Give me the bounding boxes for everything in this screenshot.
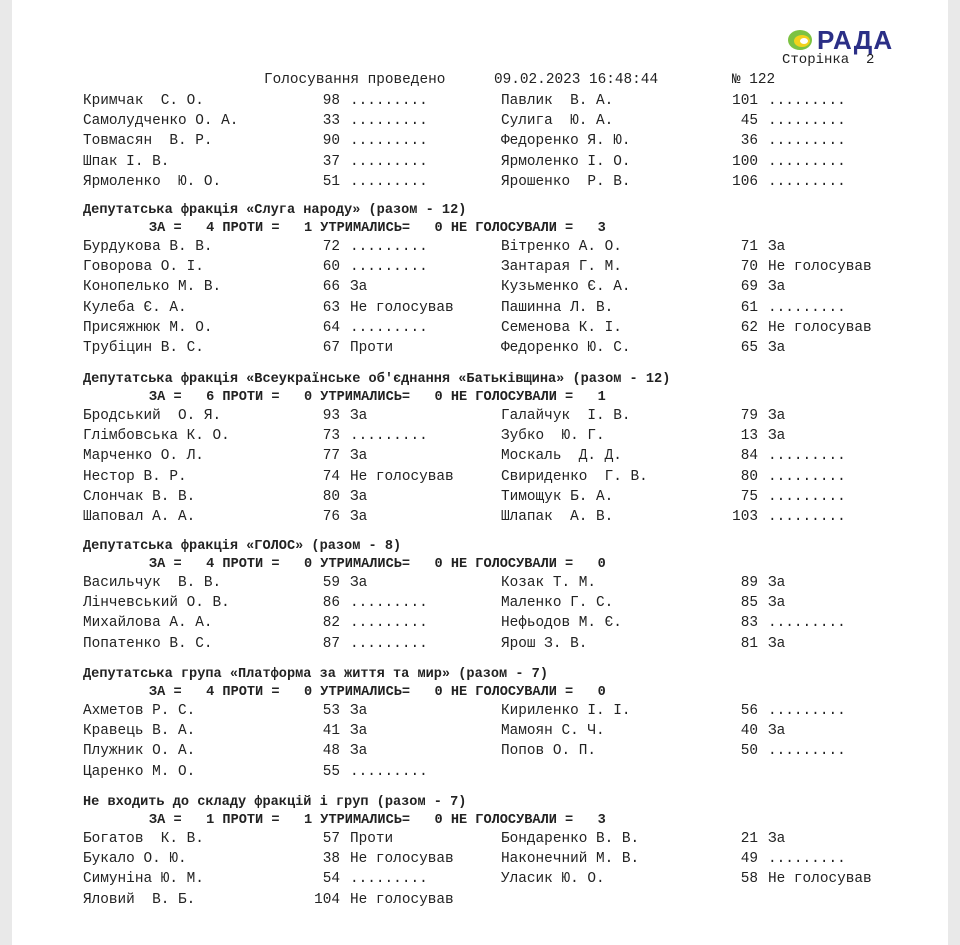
deputy-name: Тимощук Б. А. bbox=[501, 488, 614, 505]
deputy-name: Мамоян С. Ч. bbox=[501, 723, 605, 740]
seat-number: 59 bbox=[322, 575, 340, 591]
seat-number: 53 bbox=[322, 703, 340, 719]
deputy-name: Трубіцин В. С. bbox=[83, 340, 204, 356]
vote-result: ......... bbox=[350, 153, 428, 170]
deputy-name: Шлапак А. В. bbox=[501, 509, 614, 525]
deputy-name: Кулеба Є. А. bbox=[83, 299, 187, 316]
vote-result: Проти bbox=[350, 340, 394, 356]
vote-result: За bbox=[768, 279, 786, 296]
deputy-name: Ярмоленко І. О. bbox=[501, 153, 631, 170]
vote-result: За bbox=[768, 635, 786, 652]
deputy-name: Семенова К. І. bbox=[501, 319, 622, 336]
deputy-name: Кириленко І. І. bbox=[501, 703, 631, 719]
seat-number: 62 bbox=[740, 319, 758, 336]
faction-title: Депутатська група «Платформа за життя та мир» (разом - 7) bbox=[83, 667, 548, 682]
seat-number: 61 bbox=[740, 299, 758, 316]
seat-number: 106 bbox=[732, 173, 758, 190]
seat-number: 38 bbox=[322, 851, 340, 868]
vote-summary: ЗА = 4 ПРОТИ = 0 УТРИМАЛИСЬ= 0 НЕ ГОЛОСУВАЛИ = 0 bbox=[149, 557, 606, 572]
seat-number: 56 bbox=[740, 703, 758, 719]
deputy-name: Плужник О. А. bbox=[83, 743, 196, 760]
deputy-name: Москаль Д. Д. bbox=[501, 448, 622, 465]
deputy-name: Конопелько М. В. bbox=[83, 279, 222, 296]
deputy-name: Зубко Ю. Г. bbox=[501, 428, 605, 445]
seat-number: 50 bbox=[740, 743, 758, 760]
vote-result: За bbox=[350, 408, 368, 424]
vote-result: Не голосував bbox=[350, 851, 454, 868]
deputy-name: Присяжнюк М. О. bbox=[83, 319, 213, 336]
seat-number: 55 bbox=[322, 763, 340, 780]
deputy-name: Кузьменко Є. А. bbox=[501, 279, 631, 296]
vote-result: ......... bbox=[768, 509, 846, 525]
vote-result: За bbox=[350, 448, 368, 465]
vote-result: ......... bbox=[768, 468, 846, 485]
seat-number: 74 bbox=[322, 468, 340, 485]
vote-result: ......... bbox=[350, 239, 428, 255]
deputy-name: Наконечний М. В. bbox=[501, 851, 640, 868]
vote-result: За bbox=[768, 575, 786, 591]
seat-number: 70 bbox=[740, 259, 758, 276]
seat-number: 85 bbox=[740, 595, 758, 612]
vote-result: ......... bbox=[350, 595, 428, 612]
seat-number: 83 bbox=[740, 615, 758, 632]
deputy-name: Говорова О. І. bbox=[83, 259, 204, 276]
deputy-name: Симуніна Ю. М. bbox=[83, 871, 204, 888]
vote-result: За bbox=[768, 595, 786, 612]
seat-number: 98 bbox=[322, 93, 340, 109]
deputy-name: Царенко М. О. bbox=[83, 763, 196, 780]
voting-number: № 122 bbox=[732, 72, 776, 88]
vote-result: ......... bbox=[350, 871, 428, 888]
seat-number: 104 bbox=[314, 891, 340, 908]
deputy-name: Самолудченко О. А. bbox=[83, 113, 239, 130]
seat-number: 66 bbox=[322, 279, 340, 296]
vote-result: За bbox=[350, 279, 368, 296]
deputy-name: Марченко О. Л. bbox=[83, 448, 204, 465]
seat-number: 84 bbox=[740, 448, 758, 465]
seat-number: 54 bbox=[322, 871, 340, 888]
seat-number: 49 bbox=[740, 851, 758, 868]
rada-logo bbox=[787, 26, 893, 54]
vote-result: Проти bbox=[350, 831, 394, 847]
page-number: Сторінка 2 bbox=[782, 52, 875, 68]
deputy-name: Зантарая Г. М. bbox=[501, 259, 622, 276]
faction-title: Депутатська фракція «Всеукраїнське об'єднання «Батьківщина» (разом - 12) bbox=[83, 372, 671, 387]
deputy-name: Ярошенко Р. В. bbox=[501, 173, 631, 190]
vote-summary: ЗА = 4 ПРОТИ = 0 УТРИМАЛИСЬ= 0 НЕ ГОЛОСУВАЛИ = 0 bbox=[149, 685, 606, 700]
seat-number: 13 bbox=[740, 428, 758, 445]
vote-result: За bbox=[350, 575, 368, 591]
seat-number: 48 bbox=[322, 743, 340, 760]
vote-result: Не голосував bbox=[350, 468, 454, 485]
vote-result: За bbox=[768, 340, 786, 356]
vote-result: ......... bbox=[768, 93, 846, 109]
deputy-name: Ахметов Р. С. bbox=[83, 703, 196, 719]
deputy-name: Федоренко Ю. С. bbox=[501, 340, 631, 356]
seat-number: 45 bbox=[740, 113, 758, 130]
vote-result: За bbox=[768, 408, 786, 424]
vote-result: ......... bbox=[768, 113, 846, 130]
deputy-name: Бурдукова В. В. bbox=[83, 239, 213, 255]
deputy-name: Галайчук І. В. bbox=[501, 408, 631, 424]
vote-result: ......... bbox=[768, 743, 846, 760]
faction-title: Депутатська фракція «Слуга народу» (разом - 12) bbox=[83, 203, 467, 218]
deputy-name: Глімбовська К. О. bbox=[83, 428, 230, 445]
seat-number: 63 bbox=[322, 299, 340, 316]
seat-number: 80 bbox=[322, 488, 340, 505]
vote-result: ......... bbox=[768, 173, 846, 190]
deputy-name: Уласик Ю. О. bbox=[501, 871, 605, 888]
deputy-name: Букало О. Ю. bbox=[83, 851, 187, 868]
deputy-name: Васильчук В. В. bbox=[83, 575, 222, 591]
seat-number: 21 bbox=[740, 831, 758, 847]
vote-result: За bbox=[768, 723, 786, 740]
seat-number: 93 bbox=[322, 408, 340, 424]
vote-result: За bbox=[350, 488, 368, 505]
faction-title: Не входить до складу фракцій і груп (разом - 7) bbox=[83, 795, 467, 810]
faction-title: Депутатська фракція «ГОЛОС» (разом - 8) bbox=[83, 539, 402, 554]
rada-emblem-icon bbox=[787, 28, 813, 52]
logo-text: РАДА bbox=[817, 25, 894, 55]
vote-result: Не голосував bbox=[350, 891, 454, 908]
seat-number: 64 bbox=[322, 319, 340, 336]
vote-result: ......... bbox=[768, 615, 846, 632]
seat-number: 58 bbox=[740, 871, 758, 888]
seat-number: 100 bbox=[732, 153, 758, 170]
vote-result: ......... bbox=[350, 615, 428, 632]
seat-number: 81 bbox=[740, 635, 758, 652]
seat-number: 40 bbox=[740, 723, 758, 740]
deputy-name: Шаповал А. А. bbox=[83, 509, 196, 525]
deputy-name: Кравець В. А. bbox=[83, 723, 196, 740]
seat-number: 89 bbox=[740, 575, 758, 591]
seat-number: 73 bbox=[322, 428, 340, 445]
deputy-name: Пашинна Л. В. bbox=[501, 299, 614, 316]
seat-number: 36 bbox=[740, 133, 758, 150]
seat-number: 87 bbox=[322, 635, 340, 652]
seat-number: 101 bbox=[732, 93, 758, 109]
deputy-name: Попов О. П. bbox=[501, 743, 596, 760]
deputy-name: Яловий В. Б. bbox=[83, 891, 196, 908]
vote-summary: ЗА = 4 ПРОТИ = 1 УТРИМАЛИСЬ= 0 НЕ ГОЛОСУВАЛИ = 3 bbox=[149, 221, 606, 236]
seat-number: 75 bbox=[740, 488, 758, 505]
vote-result: За bbox=[350, 723, 368, 740]
seat-number: 86 bbox=[322, 595, 340, 612]
deputy-name: Нефьодов М. Є. bbox=[501, 615, 622, 632]
vote-result: ......... bbox=[768, 851, 846, 868]
vote-result: ......... bbox=[768, 153, 846, 170]
seat-number: 57 bbox=[322, 831, 340, 847]
vote-result: ......... bbox=[350, 113, 428, 130]
seat-number: 103 bbox=[732, 509, 758, 525]
vote-summary: ЗА = 1 ПРОТИ = 1 УТРИМАЛИСЬ= 0 НЕ ГОЛОСУВАЛИ = 3 bbox=[149, 813, 606, 828]
vote-result: Не голосував bbox=[350, 299, 454, 316]
vote-result: ......... bbox=[768, 488, 846, 505]
seat-number: 79 bbox=[740, 408, 758, 424]
deputy-name: Свириденко Г. В. bbox=[501, 468, 648, 485]
vote-result: ......... bbox=[768, 448, 846, 465]
seat-number: 67 bbox=[322, 340, 340, 356]
vote-result: ......... bbox=[768, 133, 846, 150]
seat-number: 69 bbox=[740, 279, 758, 296]
deputy-name: Кримчак С. О. bbox=[83, 93, 204, 109]
seat-number: 41 bbox=[322, 723, 340, 740]
deputy-name: Попатенко В. С. bbox=[83, 635, 213, 652]
deputy-name: Павлик В. А. bbox=[501, 93, 614, 109]
seat-number: 82 bbox=[322, 615, 340, 632]
seat-number: 60 bbox=[322, 259, 340, 276]
deputy-name: Козак Т. М. bbox=[501, 575, 596, 591]
deputy-name: Шпак І. В. bbox=[83, 153, 170, 170]
seat-number: 51 bbox=[322, 173, 340, 190]
vote-result: За bbox=[350, 703, 368, 719]
vote-result: ......... bbox=[768, 299, 846, 316]
vote-result: За bbox=[768, 428, 786, 445]
vote-result: За bbox=[350, 743, 368, 760]
vote-result: ......... bbox=[350, 133, 428, 150]
deputy-name: Богатов К. В. bbox=[83, 831, 204, 847]
deputy-name: Михайлова А. А. bbox=[83, 615, 213, 632]
deputy-name: Нестор В. Р. bbox=[83, 468, 187, 485]
deputy-name: Товмасян В. Р. bbox=[83, 133, 213, 150]
vote-result: ......... bbox=[350, 319, 428, 336]
vote-result: Не голосував bbox=[768, 319, 872, 336]
seat-number: 37 bbox=[322, 153, 340, 170]
deputy-name: Бондаренко В. В. bbox=[501, 831, 640, 847]
seat-number: 71 bbox=[740, 239, 758, 255]
document-page bbox=[12, 0, 948, 945]
deputy-name: Слончак В. В. bbox=[83, 488, 196, 505]
vote-summary: ЗА = 6 ПРОТИ = 0 УТРИМАЛИСЬ= 0 НЕ ГОЛОСУВАЛИ = 1 bbox=[149, 390, 606, 405]
vote-result: ......... bbox=[768, 703, 846, 719]
deputy-name: Лінчевський О. В. bbox=[83, 595, 230, 612]
deputy-name: Ярош З. В. bbox=[501, 635, 588, 652]
seat-number: 65 bbox=[740, 340, 758, 356]
seat-number: 76 bbox=[322, 509, 340, 525]
vote-result: Не голосував bbox=[768, 871, 872, 888]
seat-number: 80 bbox=[740, 468, 758, 485]
vote-result: ......... bbox=[350, 635, 428, 652]
deputy-name: Маленко Г. С. bbox=[501, 595, 614, 612]
vote-result: За bbox=[768, 831, 786, 847]
deputy-name: Ярмоленко Ю. О. bbox=[83, 173, 222, 190]
seat-number: 72 bbox=[322, 239, 340, 255]
vote-result: ......... bbox=[350, 173, 428, 190]
vote-result: ......... bbox=[350, 259, 428, 276]
seat-number: 77 bbox=[322, 448, 340, 465]
vote-result: ......... bbox=[350, 763, 428, 780]
vote-result: Не голосував bbox=[768, 259, 872, 276]
voting-label: Голосування проведено bbox=[264, 72, 446, 88]
voting-datetime: 09.02.2023 16:48:44 bbox=[494, 72, 659, 88]
seat-number: 90 bbox=[322, 133, 340, 150]
deputy-name: Вітренко А. О. bbox=[501, 239, 622, 255]
vote-result: За bbox=[350, 509, 368, 525]
vote-result: За bbox=[768, 239, 786, 255]
vote-result: ......... bbox=[350, 93, 428, 109]
deputy-name: Федоренко Я. Ю. bbox=[501, 133, 631, 150]
seat-number: 33 bbox=[322, 113, 340, 130]
vote-result: ......... bbox=[350, 428, 428, 445]
deputy-name: Бродський О. Я. bbox=[83, 408, 222, 424]
deputy-name: Сулига Ю. А. bbox=[501, 113, 614, 130]
